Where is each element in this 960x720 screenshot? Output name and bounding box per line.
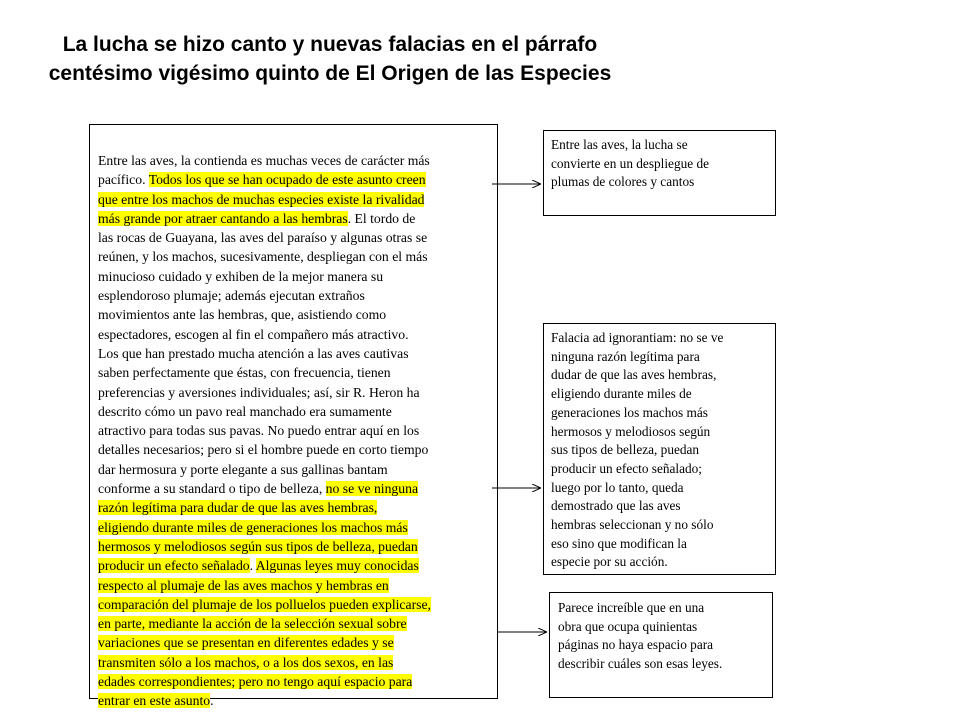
passage-line — [98, 479, 496, 498]
passage-text-segment: movimientos ante las hembras, que, asistiendo como — [98, 307, 387, 323]
highlighted-text: razón legítima para dudar de que las aves hembras, — [98, 500, 378, 516]
passage-line — [98, 267, 496, 286]
passage-line — [98, 344, 496, 363]
passage-text-segment: detalles necesarios; pero si el hombre puede en corto tiempo — [98, 442, 429, 458]
highlighted-text: hermosos y melodiosos según sus tipos de belleza, puedan — [98, 538, 418, 554]
highlighted-text: transmiten sólo a los machos, o a los dos sexos, en las — [98, 654, 394, 670]
passage-line — [98, 518, 496, 537]
passage-line — [98, 170, 496, 189]
passage-line — [98, 614, 496, 633]
passage-text-segment: las rocas de Guayana, las aves del paraíso y algunas otras se — [98, 230, 428, 246]
passage-text-segment: conforme a su standard o tipo de belleza, — [98, 481, 326, 497]
note-line: plumas de colores y cantos — [551, 174, 695, 190]
note-box-2 — [543, 323, 776, 575]
highlighted-text: eligiendo durante miles de generaciones los machos más — [98, 519, 408, 535]
passage-line — [98, 460, 496, 479]
note-line: describir cuáles son esas leyes. — [558, 656, 723, 672]
passage-line — [98, 498, 496, 517]
passage-text-segment: esplendoroso plumaje; además ejecutan extraños — [98, 288, 365, 304]
note-box-1 — [543, 130, 776, 216]
passage-text-segment: minucioso cuidado y exhiben de la mejor manera su — [98, 268, 384, 284]
note-line: sus tipos de belleza, puedan — [551, 442, 700, 458]
note-line: eso sino que modifican la — [551, 535, 687, 551]
note-line: eligiendo durante miles de — [551, 386, 692, 402]
note-line: ninguna razón legítima para — [551, 348, 700, 364]
note-line: Parece increíble que en una — [558, 600, 705, 615]
passage-text-segment: reúnen, y los machos, sucesivamente, despliegan con el más — [98, 249, 428, 265]
passage-line — [98, 537, 496, 556]
note-line: demostrado que las aves — [551, 498, 681, 514]
note-line: Entre las aves, la lucha se — [551, 137, 688, 152]
highlighted-text: comparación del plumaje de los polluelos pueden explicarse, — [98, 596, 431, 612]
slide-title — [0, 30, 660, 88]
passage-text-segment: dar hermosura y porte elegante a sus gallinas bantam — [98, 461, 388, 477]
highlighted-text: más grande por atraer cantando a las hembras — [98, 210, 348, 226]
passage-line — [98, 691, 496, 710]
highlighted-text: Todos los que se han ocupado de este asunto creen — [148, 172, 426, 188]
passage-line — [98, 421, 496, 440]
highlighted-text: Algunas leyes muy conocidas — [255, 558, 419, 574]
passage-line — [98, 672, 496, 691]
passage-line — [98, 247, 496, 266]
note-line: producir un efecto señalado; — [551, 460, 703, 476]
passage-text-segment: Entre las aves, la contienda es muchas veces de carácter más — [98, 153, 430, 168]
passage-line — [98, 190, 496, 209]
title-line-1: La lucha se hizo canto y nuevas falacias en el párrafo — [62, 33, 598, 56]
passage-line — [98, 325, 496, 344]
note-line: generaciones los machos más — [551, 404, 708, 420]
note-line: convierte en un despliegue de — [551, 155, 710, 171]
passage-line — [98, 440, 496, 459]
passage-line — [98, 209, 496, 228]
passage-line — [98, 402, 496, 421]
note-line: Falacia ad ignorantiam: no se ve — [551, 330, 724, 345]
passage-line — [98, 576, 496, 595]
highlighted-text: producir un efecto señalado — [98, 558, 250, 574]
passage-box — [89, 124, 498, 709]
passage-line — [98, 653, 496, 672]
passage-text-segment: saben perfectamente que éstas, con frecuencia, tienen — [98, 365, 391, 381]
passage-line — [98, 228, 496, 247]
highlighted-text: respecto al plumaje de las aves machos y hembras en — [98, 577, 389, 593]
passage-text-segment: . — [249, 558, 256, 574]
passage-text-segment: preferencias y aversiones individuales; así, sir R. Heron ha — [98, 384, 420, 400]
passage-line — [98, 286, 496, 305]
note-line: páginas no haya espacio para — [558, 637, 714, 653]
passage-text — [98, 151, 496, 711]
highlighted-text: edades correspondientes; pero no tengo aquí espacio para — [98, 674, 413, 690]
note-line: especie por su acción. — [551, 554, 668, 570]
note-line: luego por lo tanto, queda — [551, 479, 684, 495]
note-line: dudar de que las aves hembras, — [551, 367, 717, 383]
highlighted-text: no se ve ninguna — [325, 481, 419, 497]
passage-line — [98, 595, 496, 614]
highlighted-text: que entre los machos de muchas especies existe la rivalidad — [98, 191, 425, 207]
passage-text-segment: pacífico. — [98, 172, 149, 188]
note-line: obra que ocupa quinientas — [558, 618, 698, 634]
passage-text-segment: Los que han prestado mucha atención a las aves cautivas — [98, 345, 409, 361]
note-box-3 — [549, 592, 773, 698]
passage-text-segment: . El tordo de — [347, 210, 416, 226]
highlighted-text: variaciones que se presentan en diferentes edades y se — [98, 635, 394, 651]
note-line: hembras seleccionan y no sólo — [551, 517, 714, 533]
passage-line — [98, 305, 496, 324]
passage-text-segment: espectadores, escogen al fin el compañero más atractivo. — [98, 326, 409, 342]
passage-line — [98, 556, 496, 575]
passage-text-segment: . — [210, 693, 214, 709]
passage-line — [98, 151, 496, 170]
passage-line — [98, 383, 496, 402]
passage-line — [98, 363, 496, 382]
passage-text-segment: descrito cómo un pavo real manchado era sumamente — [98, 403, 392, 419]
highlighted-text: en parte, mediante la acción de la selección sexual sobre — [98, 616, 407, 632]
passage-line — [98, 633, 496, 652]
note-line: hermosos y melodiosos según — [551, 423, 711, 439]
title-line-2: centésimo vigésimo quinto de El Origen de las Especies — [48, 62, 612, 85]
passage-text-segment: atractivo para todas sus pavas. No puedo entrar aquí en los — [98, 423, 420, 439]
highlighted-text: entrar en este asunto — [98, 693, 211, 709]
